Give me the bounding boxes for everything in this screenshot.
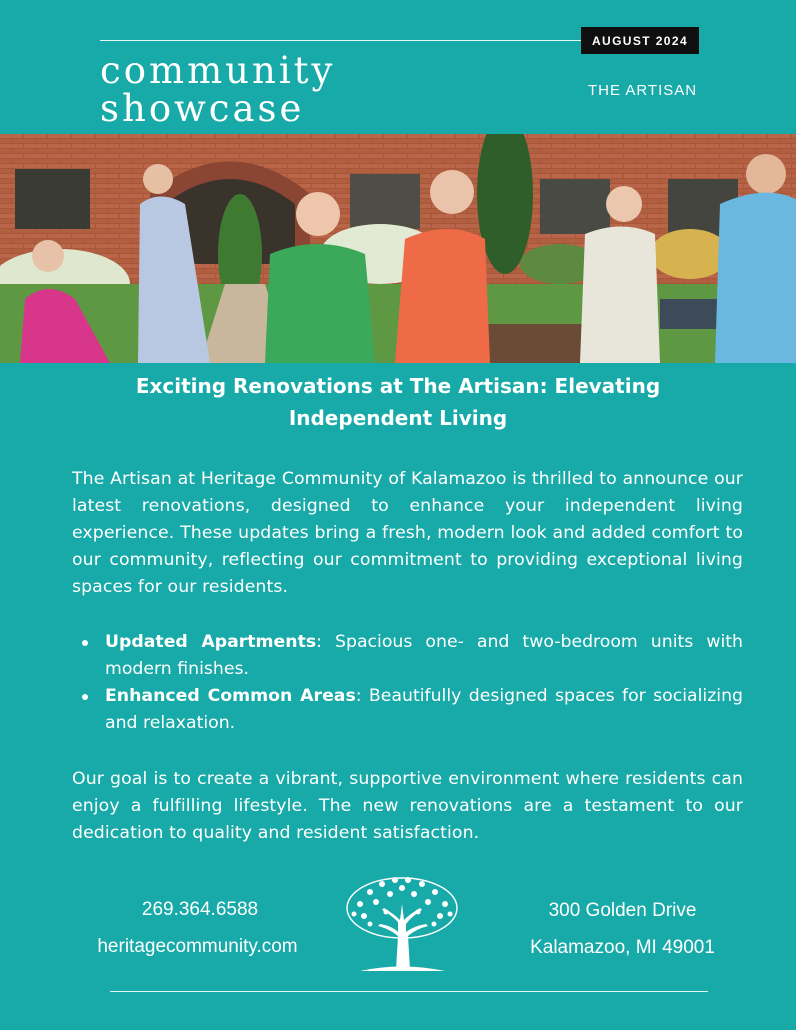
bottom-rule	[110, 991, 708, 992]
top-rule	[100, 40, 584, 41]
feature-list	[82, 629, 743, 737]
phone-number[interactable]: 269.364.6588	[141, 899, 259, 920]
article-headline	[60, 370, 736, 434]
address-street: 300 Golden Drive	[548, 900, 697, 921]
list-item-text: : Beautifully designed spaces for socializing and relaxation.	[105, 686, 743, 733]
bullet-icon	[82, 640, 88, 646]
closing-paragraph: Our goal is to create a vibrant, supportive environment where residents can enjoy a fulfilling lifestyle. The new renovations are a testament to our dedication to quality and resident satisfaction.	[72, 769, 743, 843]
list-item	[82, 629, 743, 683]
date-badge: AUGUST 2024	[581, 27, 699, 54]
website-link[interactable]: heritagecommunity.com	[97, 936, 298, 957]
property-name: THE ARTISAN	[588, 82, 698, 99]
address-city: Kalamazoo, MI 49001	[530, 937, 715, 958]
headline-line-2: Independent Living	[288, 406, 508, 430]
hero-photo	[0, 134, 796, 363]
masthead-line-1: community	[100, 49, 336, 92]
headline-line-1: Exciting Renovations at The Artisan: Elevating	[135, 374, 661, 398]
tree-icon	[340, 874, 465, 974]
list-item-bold: Enhanced Common Areas	[105, 686, 356, 706]
masthead-line-2: showcase	[100, 87, 305, 130]
list-item-bold: Updated Apartments	[105, 632, 317, 652]
list-item-text: : Spacious one- and two-bedroom units with modern finishes.	[105, 632, 744, 679]
masthead-title	[100, 49, 336, 130]
list-item	[82, 683, 743, 737]
bullet-icon	[82, 694, 88, 700]
intro-paragraph: The Artisan at Heritage Community of Kalamazoo is thrilled to announce our latest renovations, designed to enhance your independent living experience. These updates bring a fresh, modern look and added comfort to our community, reflecting our commitment to providing exceptional living spaces for our residents.	[72, 469, 743, 597]
